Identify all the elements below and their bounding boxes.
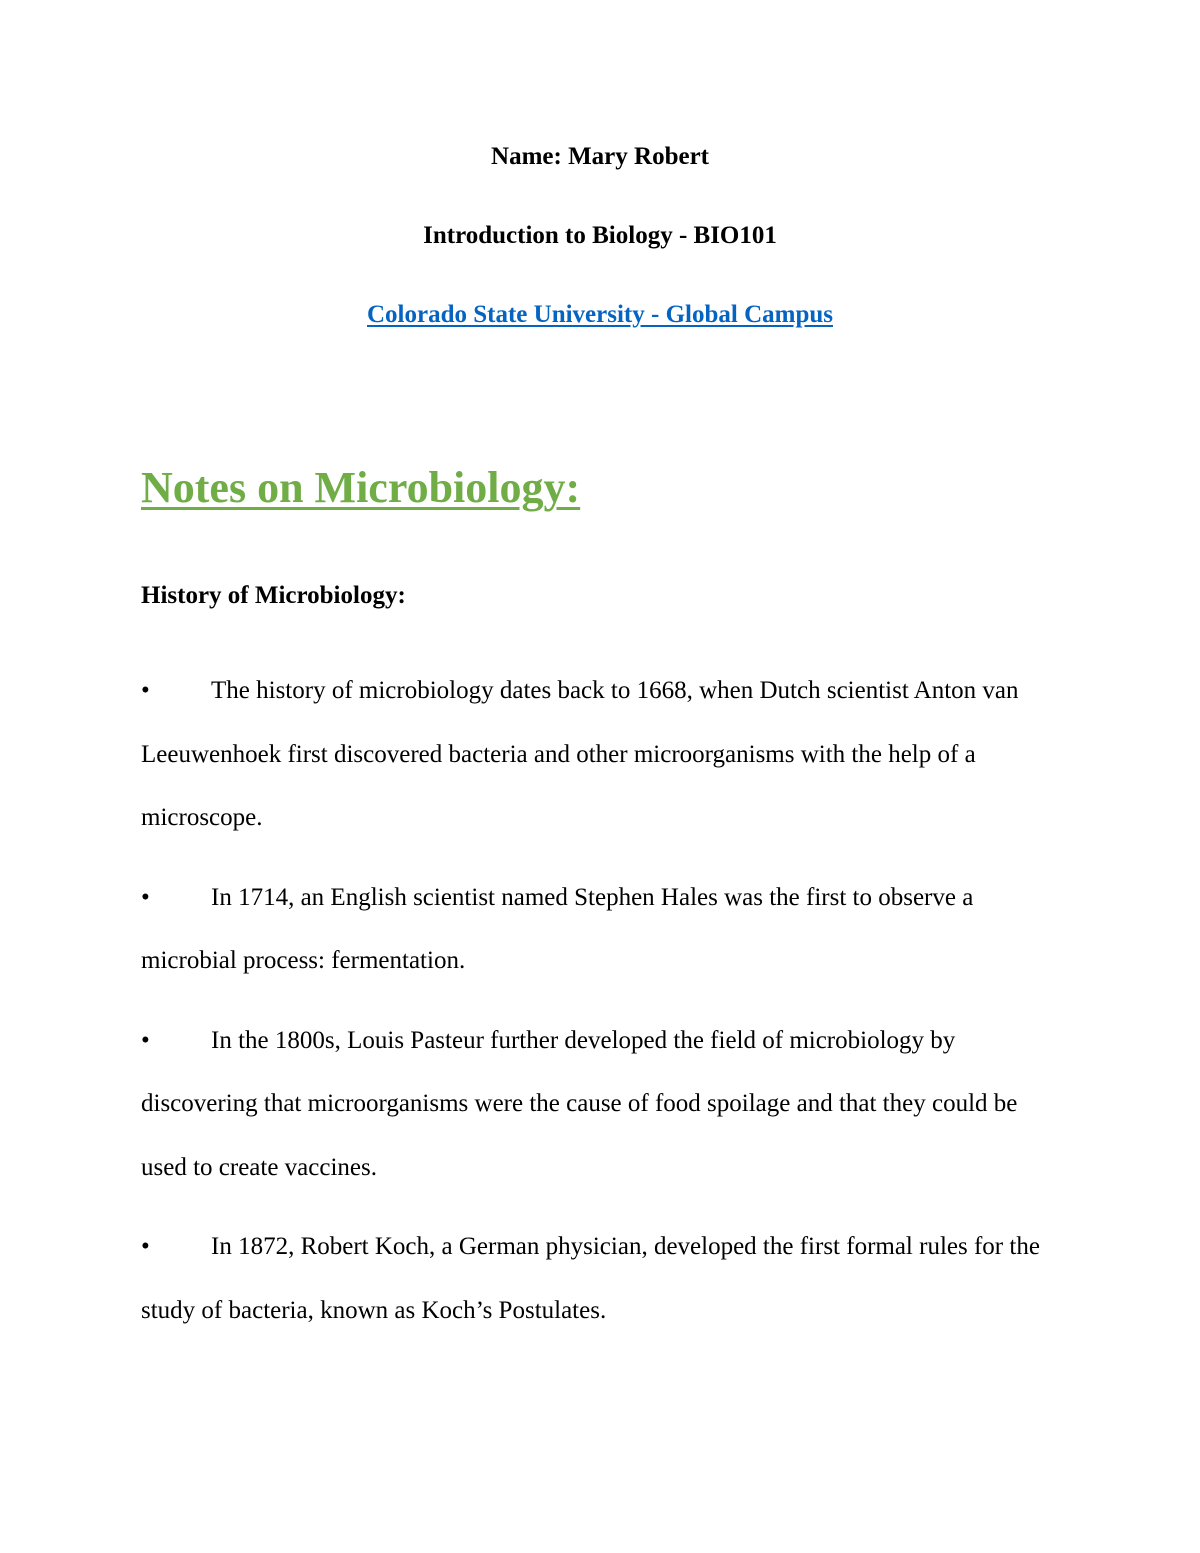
- bullet-list: [141, 659, 1061, 1358]
- course-title: Introduction to Biology - BIO101: [423, 222, 777, 249]
- bullet-icon: •: [141, 883, 150, 911]
- school-link-line: [0, 300, 1200, 330]
- student-name: Name: Mary Robert: [491, 143, 709, 170]
- list-item: [141, 1215, 1061, 1342]
- bullet-text: In 1714, an English scientist named Stephen Hales was the first to observe a microbial process: fermentation.: [141, 883, 974, 974]
- bullet-text: In 1872, Robert Koch, a German physician, developed the first formal rules for the study of bacteria, known as Koch’s Postulates.: [141, 1233, 1040, 1324]
- school-link[interactable]: Colorado State University - Global Campus: [367, 301, 833, 328]
- list-item: [141, 659, 1061, 850]
- list-item: [141, 866, 1061, 993]
- section-title: History of Microbiology:: [141, 582, 406, 609]
- document-heading: Notes on Microbiology:: [141, 463, 581, 512]
- bullet-icon: •: [141, 1026, 150, 1054]
- bullet-text: In the 1800s, Louis Pasteur further developed the field of microbiology by discovering that microorganisms were the cause of food spoilage and that they could be used to create vaccines.: [141, 1026, 1018, 1181]
- bullet-icon: •: [141, 1233, 150, 1260]
- list-item: [141, 1009, 1061, 1200]
- bullet-text: The history of microbiology dates back to 1668, when Dutch scientist Anton van Leeuwenhoek first discovered bacteria and other microorganisms with the help of a microscope.: [141, 677, 1019, 831]
- bullet-icon: •: [141, 677, 150, 704]
